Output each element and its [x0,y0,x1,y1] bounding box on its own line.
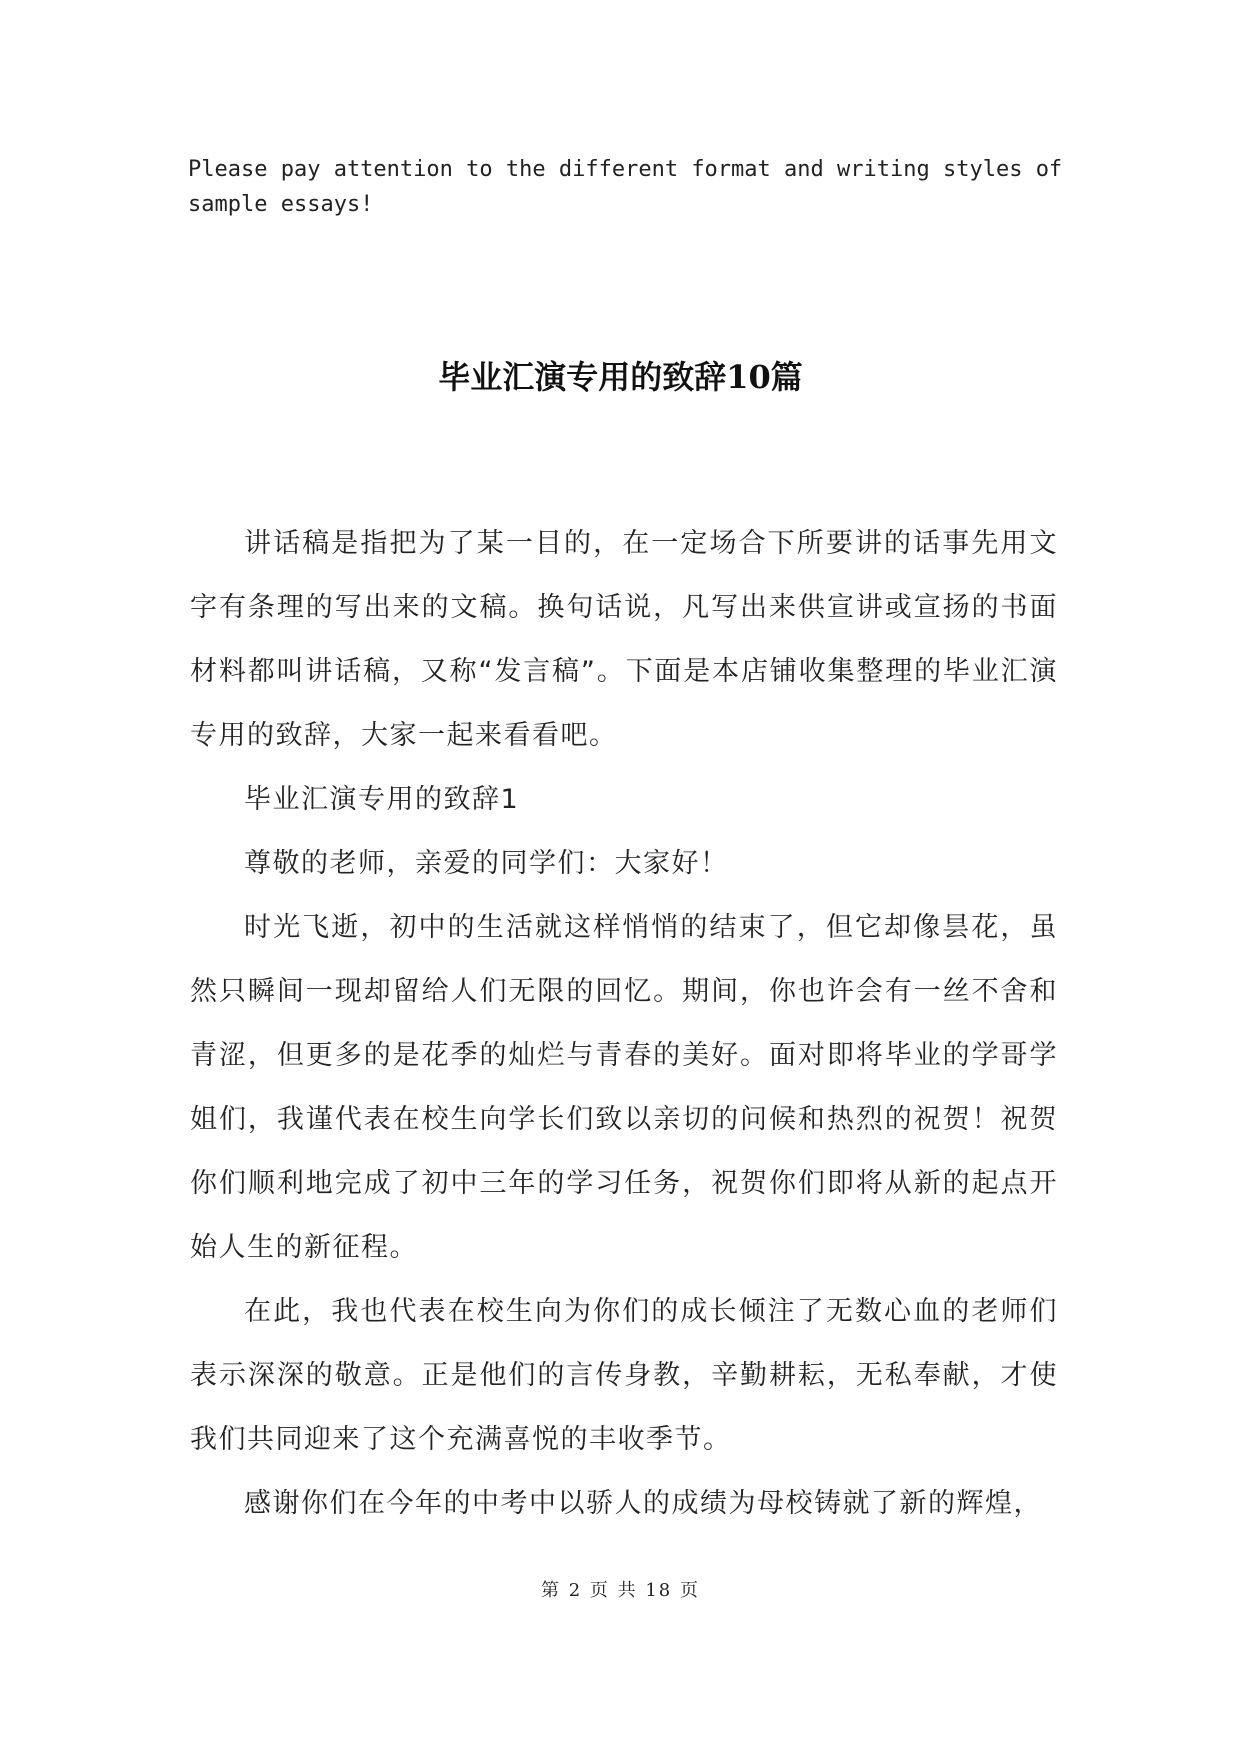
section-heading: 毕业汇演专用的致辞1 [244,784,520,815]
body-paragraph: 时光飞逝，初中的生活就这样悄悄的结束了，但它却像昙花，虽然只瞬间一现却留给人们无限的回忆。期间，你也许会有一丝不舍和青涩，但更多的是花季的灿烂与青春的美好。面对即将毕业的学哥学姐们，我谨代表在校生向学长们致以亲切的问候和热烈的祝贺！祝贺你们顺利地完成了初中三年的学习任务，祝贺你们即将从新的起点开始人生的新征程。 [190,912,1058,1263]
page-number: 第 2 页 共 18 页 [541,1580,700,1601]
document-body [190,512,1058,1536]
format-notice: Please pay attention to the different format and writing styles of sample essays! [188,157,1063,217]
document-title: 毕业汇演专用的致辞10篇 [438,358,803,396]
body-paragraph: 在此，我也代表在校生向为你们的成长倾注了无数心血的老师们表示深深的敬意。正是他们的言传身教，辛勤耕耘，无私奉献，才使我们共同迎来了这个充满喜悦的丰收季节。 [190,1296,1058,1455]
salutation: 尊敬的老师，亲爱的同学们：大家好！ [244,848,729,879]
intro-paragraph: 讲话稿是指把为了某一目的，在一定场合下所要讲的话事先用文字有条理的写出来的文稿。换句话说，凡写出来供宣讲或宣扬的书面材料都叫讲话稿，又称“发言稿”。下面是本店铺收集整理的毕业汇演专用的致辞，大家一起来看看吧。 [190,528,1058,751]
body-paragraph: 感谢你们在今年的中考中以骄人的成绩为母校铸就了新的辉煌， [244,1488,1042,1519]
